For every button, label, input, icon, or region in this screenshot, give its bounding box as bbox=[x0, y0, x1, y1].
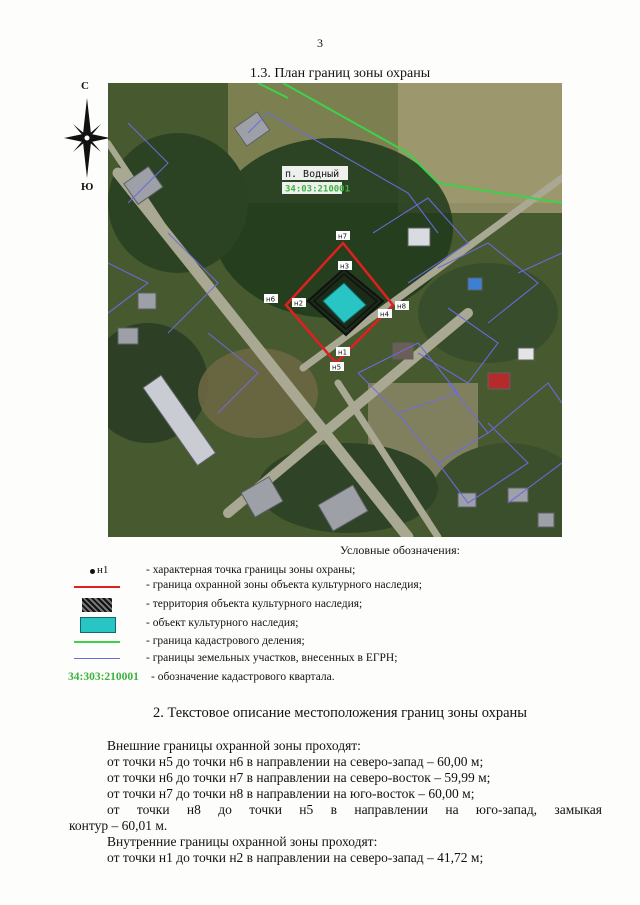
cyan-square-icon bbox=[80, 617, 116, 633]
word: точки bbox=[249, 802, 282, 817]
legend-item-quarter bbox=[60, 669, 620, 687]
outer-line-3: от точки н7 до точки н8 в направлении на юго-восток – 60,00 м; bbox=[107, 786, 475, 801]
legend-point-label: н1 bbox=[97, 564, 109, 576]
locality-label: п. Водный bbox=[285, 169, 340, 180]
point-label-n7: н7 bbox=[338, 232, 348, 241]
hatched-square-icon bbox=[82, 598, 112, 612]
red-line-icon bbox=[74, 586, 120, 588]
legend-item-zone-boundary bbox=[60, 577, 620, 595]
compass-rose bbox=[64, 80, 110, 195]
section-2-title: 2. Текстовое описание местоположения границ зоны охраны bbox=[152, 705, 528, 721]
outer-line-4-continuation: контур – 60,01 м. bbox=[69, 818, 168, 833]
point-label-n8: н8 bbox=[397, 302, 407, 311]
legend-item-territory bbox=[60, 596, 620, 614]
word: на bbox=[445, 802, 459, 817]
green-line-icon bbox=[74, 641, 120, 643]
point-label-n4: н4 bbox=[380, 310, 390, 319]
point-label-n6: н6 bbox=[266, 295, 276, 304]
page-number: 3 bbox=[317, 36, 323, 50]
word: н8 bbox=[186, 802, 201, 817]
compass-star-icon bbox=[64, 98, 110, 178]
map-canvas bbox=[108, 83, 562, 537]
legend-item-cadastral-division bbox=[60, 633, 620, 651]
word: точки bbox=[136, 802, 170, 817]
legend-text: - граница охранной зоны объекта культурного наследия; bbox=[146, 579, 422, 591]
word: направлении bbox=[354, 802, 428, 817]
inner-line-1: от точки н1 до точки н2 в направлении на северо-запад – 41,72 м; bbox=[107, 850, 484, 865]
point-label-n5: н5 bbox=[332, 363, 342, 372]
word: до bbox=[218, 802, 232, 817]
legend-item-land-parcels bbox=[60, 650, 620, 668]
outer-line-4 bbox=[107, 802, 602, 818]
word: н5 bbox=[299, 802, 314, 817]
legend-text: - характерная точка границы зоны охраны; bbox=[146, 564, 356, 576]
point-dot-icon bbox=[90, 569, 95, 574]
point-label-n2: н2 bbox=[294, 299, 304, 308]
outer-line-1: от точки н5 до точки н6 в направлении на северо-запад – 60,00 м; bbox=[107, 754, 484, 769]
map-title: 1.3. План границ зоны охраны bbox=[249, 66, 431, 81]
legend-text: - граница кадастрового деления; bbox=[146, 635, 305, 647]
word: замыкая bbox=[554, 802, 602, 817]
legend-text: - территория объекта культурного наследия; bbox=[146, 598, 363, 610]
word: от bbox=[107, 802, 120, 817]
legend-quarter-example: 34:303:210001 bbox=[68, 671, 139, 683]
word: юго-запад, bbox=[475, 802, 538, 817]
legend-text: - объект культурного наследия; bbox=[146, 617, 299, 629]
legend-title: Условные обозначения: bbox=[339, 543, 461, 557]
compass-north-label: С bbox=[81, 80, 89, 92]
legend-text: - обозначение кадастрового квартала. bbox=[151, 671, 335, 683]
legend-text: - границы земельных участков, внесенных в ЕГРН; bbox=[146, 652, 398, 664]
point-label-n1: н1 bbox=[338, 348, 348, 357]
inner-boundaries-heading: Внутренние границы охранной зоны проходят: bbox=[107, 834, 378, 849]
legend-item-object bbox=[60, 615, 620, 633]
outer-line-2: от точки н6 до точки н7 в направлении на северо-восток – 59,99 м; bbox=[107, 770, 491, 785]
compass-south-label: Ю bbox=[81, 181, 94, 193]
quarter-label: 34:03:210001 bbox=[285, 184, 351, 195]
point-label-n3: н3 bbox=[340, 262, 350, 271]
blue-line-icon bbox=[74, 658, 120, 659]
boundary-plan-map bbox=[108, 83, 562, 537]
outer-boundaries-heading: Внешние границы охранной зоны проходят: bbox=[107, 738, 361, 753]
word: в bbox=[330, 802, 338, 817]
